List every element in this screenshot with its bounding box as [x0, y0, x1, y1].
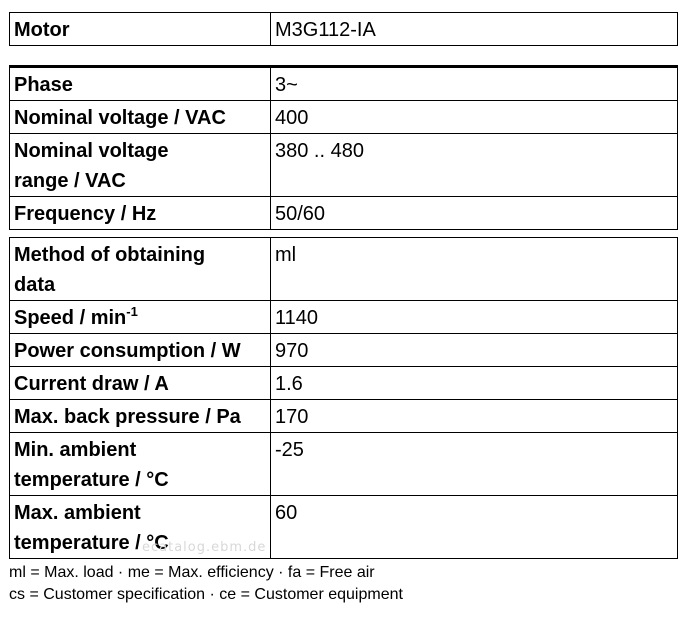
speed-label-exponent: -1 — [126, 304, 138, 319]
phase-label: Phase — [10, 67, 271, 101]
footnote-line-2: cs = Customer specification · ce = Customer equipment — [9, 586, 403, 603]
motor-table — [9, 12, 678, 46]
watermark: ecatalog.ebm.de — [142, 540, 267, 555]
min-temp-label-line2: temperature / °C — [14, 469, 169, 491]
speed-label — [10, 301, 271, 334]
back-pressure-label: Max. back pressure / Pa — [10, 400, 271, 433]
power-label: Power consumption / W — [10, 334, 271, 367]
max-temp-value: 60 — [271, 496, 678, 559]
table-row-method — [10, 238, 678, 301]
footnote-line-1: ml = Max. load · me = Max. efficiency · fa = Free air — [9, 564, 375, 581]
table-row-current — [10, 367, 678, 400]
speed-label-text: Speed / min — [14, 307, 127, 329]
table-row-voltage-range — [10, 134, 678, 197]
current-value: 1.6 — [271, 367, 678, 400]
voltage-range-label-line1: Nominal voltage — [14, 140, 169, 162]
table-row-speed — [10, 301, 678, 334]
footnotes — [9, 562, 403, 606]
table-row-nominal-voltage — [10, 101, 678, 134]
method-label-line2: data — [14, 274, 56, 296]
table-row-frequency — [10, 197, 678, 230]
min-temp-value: -25 — [271, 433, 678, 496]
table-row-motor — [10, 13, 678, 46]
method-value: ml — [271, 238, 678, 301]
motor-value: M3G112-IA — [271, 13, 678, 46]
min-temp-label — [10, 433, 271, 496]
max-temp-label-line2: temperature / °C — [14, 532, 169, 554]
current-label: Current draw / A — [10, 367, 271, 400]
speed-value: 1140 — [271, 301, 678, 334]
min-temp-label-line1: Min. ambient — [14, 439, 137, 461]
method-label-line1: Method of obtaining — [14, 244, 206, 266]
frequency-label: Frequency / Hz — [10, 197, 271, 230]
nominal-voltage-label: Nominal voltage / VAC — [10, 101, 271, 134]
back-pressure-value: 170 — [271, 400, 678, 433]
voltage-range-label-line2: range / VAC — [14, 170, 126, 192]
motor-label: Motor — [10, 13, 271, 46]
frequency-value: 50/60 — [271, 197, 678, 230]
table-row-phase — [10, 67, 678, 101]
nominal-voltage-value: 400 — [271, 101, 678, 134]
voltage-range-label — [10, 134, 271, 197]
voltage-range-value: 380 .. 480 — [271, 134, 678, 197]
table-row-min-temp — [10, 433, 678, 496]
power-value: 970 — [271, 334, 678, 367]
table-row-max-temp — [10, 496, 678, 559]
method-label — [10, 238, 271, 301]
max-temp-label-line1: Max. ambient — [14, 502, 141, 524]
phase-value: 3~ — [271, 67, 678, 101]
table-row-power — [10, 334, 678, 367]
performance-table — [9, 237, 678, 559]
electrical-table — [9, 65, 678, 230]
table-row-back-pressure — [10, 400, 678, 433]
